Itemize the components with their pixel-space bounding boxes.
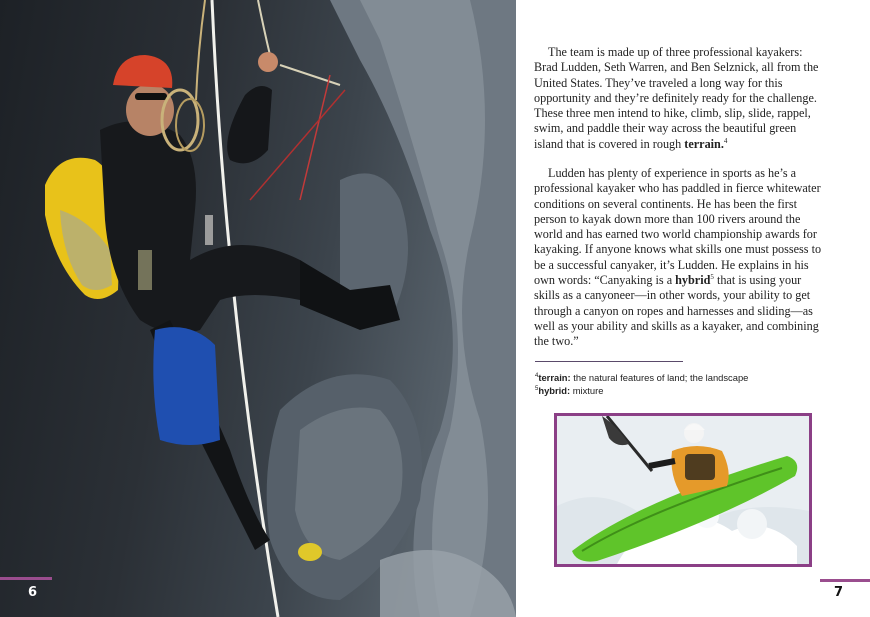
paragraph-team-text: The team is made up of three professional kayakers: Brad Ludden, Seth Warren, and Ben Selznick, all from the United States. They’ve traveled a long way for this opportunity and they’re definitely ready for the challenge. These three men intend to hike, climb, slip, slide, rappel, swim, and paddle their way across the beautiful green island that is covered in rough bbox=[534, 45, 819, 151]
term-terrain: terrain. bbox=[684, 136, 724, 151]
footnote-terrain: $^4$terrain: the natural features of land; the landscape bbox=[535, 372, 749, 383]
footnote-hybrid: $^5$hybrid: mixture bbox=[535, 384, 604, 396]
term-hybrid: hybrid bbox=[675, 273, 711, 288]
footnote-divider bbox=[535, 361, 683, 362]
page-rule-right bbox=[820, 579, 870, 582]
page-rule-left bbox=[0, 577, 52, 580]
footnotes bbox=[535, 372, 825, 397]
paragraph-team bbox=[534, 45, 826, 152]
footnote-ref-5: 5 bbox=[710, 273, 714, 282]
kayak-inset-photo bbox=[554, 413, 812, 567]
page-number-right: 7 bbox=[834, 585, 844, 600]
paragraph-ludden bbox=[534, 166, 826, 350]
kayaker-whitewater-image bbox=[557, 416, 809, 564]
paragraph-ludden-text-end: that is using your skills as a canyoneer—in other words, your ability to get through a canyon on ropes and harnesses and sliding—as well as your ability and skills as a kayaker, and combining the two.” bbox=[534, 273, 819, 349]
paragraph-ludden-text: Ludden has plenty of experience in sports as he’s a professional kayaker who has paddled in fierce whitewater conditions on several continents. He has been the first person to kayak down more than 100 rivers around the world and has earned two world championship awards for kayaking. If anyone knows what skills one must possess to be a successful canyaker, it’s Ludden. He explains in his own words: “Canyaking is a bbox=[534, 166, 822, 288]
page-number-left: 6 bbox=[28, 585, 38, 600]
footnote-ref-4: 4 bbox=[723, 136, 728, 145]
